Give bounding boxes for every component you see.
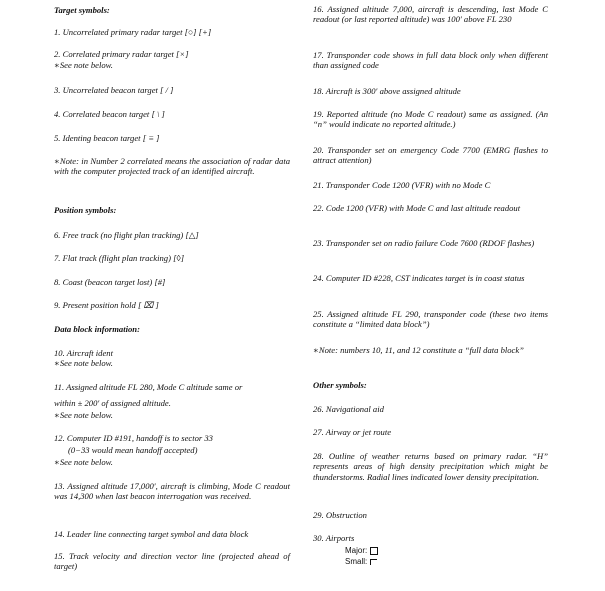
correlation-note: ∗Note: in Number 2 correlated means the association of radar data with the computer projected track of an identified aircraft. [54,156,290,177]
small-airport-icon [370,559,377,565]
item-20: 20. Transponder set on emergency Code 7700 (EMRG flashes to attract attention) [313,145,548,166]
item-23: 23. Transponder set on radio failure Code 7600 (RDOF flashes) [313,238,535,248]
item-14: 14. Leader line connecting target symbol and data block [54,529,249,539]
item-26: 26. Navigational aid [313,404,384,414]
item-6: 6. Free track (no flight plan tracking) [△] [54,230,199,240]
item-2: 2. Correlated primary radar target [×] [54,49,189,59]
airport-legend-small [345,557,377,567]
item-22: 22. Code 1200 (VFR) with Mode C and last altitude readout [313,203,521,213]
item-7: 7. Flat track (flight plan tracking) [◊] [54,253,185,263]
item-5: 5. Identing beacon target [ ≡ ] [54,133,160,143]
item-29: 29. Obstruction [313,510,367,520]
item-13: 13. Assigned altitude 17,000′, aircraft is climbing, Mode C readout was 14,300 when last beacon interrogation was received. [54,481,290,502]
item-10-note: ∗See note below. [54,358,113,368]
major-airport-label: Major: [345,546,368,555]
item-28: 28. Outline of weather returns based on primary radar. “H” represents areas of high density precipitation which might be thunderstorms. Radial lines indicated lower density precipitation. [313,451,548,482]
item-15: 15. Track velocity and direction vector line (projected ahead of target) [54,551,290,572]
item-4: 4. Correlated beacon target [ \ ] [54,109,165,119]
item-24: 24. Computer ID #228, CST indicates target is in coast status [313,273,525,283]
item-12-line-2: (0−33 would mean handoff accepted) [68,445,198,455]
item-27: 27. Airway or jet route [313,427,392,437]
item-18: 18. Aircraft is 300′ above assigned altitude [313,86,461,96]
item-11-line-2: within ± 200′ of assigned altitude. [54,398,171,408]
item-12-note: ∗See note below. [54,457,113,467]
item-17: 17. Transponder code shows in full data block only when different than assigned code [313,50,548,71]
item-11-line-1: 11. Assigned altitude FL 280, Mode C altitude same or [54,382,243,392]
item-2-note: ∗See note below. [54,60,113,70]
airport-legend-major [345,546,378,556]
other-symbols-heading: Other symbols: [313,380,367,390]
item-3: 3. Uncorrelated beacon target [ / ] [54,85,174,95]
data-block-heading: Data block information: [54,324,140,334]
full-data-block-note: ∗Note: numbers 10, 11, and 12 constitute a “full data block” [313,345,524,355]
item-16: 16. Assigned altitude 7,000, aircraft is descending, last Mode C readout (or last reported altitude) was 100′ above FL 230 [313,4,548,25]
item-21: 21. Transponder Code 1200 (VFR) with no Mode C [313,180,491,190]
item-25: 25. Assigned altitude FL 290, transponder code (these two items constitute a “limited data block”) [313,309,548,330]
item-30: 30. Airports [313,533,355,543]
target-symbols-heading: Target symbols: [54,5,110,15]
item-1: 1. Uncorrelated primary radar target [○] [+] [54,27,212,37]
item-10: 10. Aircraft ident [54,348,113,358]
item-11-note: ∗See note below. [54,410,113,420]
position-symbols-heading: Position symbols: [54,205,117,215]
item-8: 8. Coast (beacon target lost) [#] [54,277,166,287]
item-12-line-1: 12. Computer ID #191, handoff is to sector 33 [54,433,213,443]
major-airport-icon [370,547,378,555]
item-9: 9. Present position hold [ ⌧ ] [54,300,159,310]
item-19: 19. Reported altitude (no Mode C readout) same as assigned. (An “n” would indicate no reported altitude.) [313,109,548,130]
small-airport-label: Small: [345,557,368,566]
